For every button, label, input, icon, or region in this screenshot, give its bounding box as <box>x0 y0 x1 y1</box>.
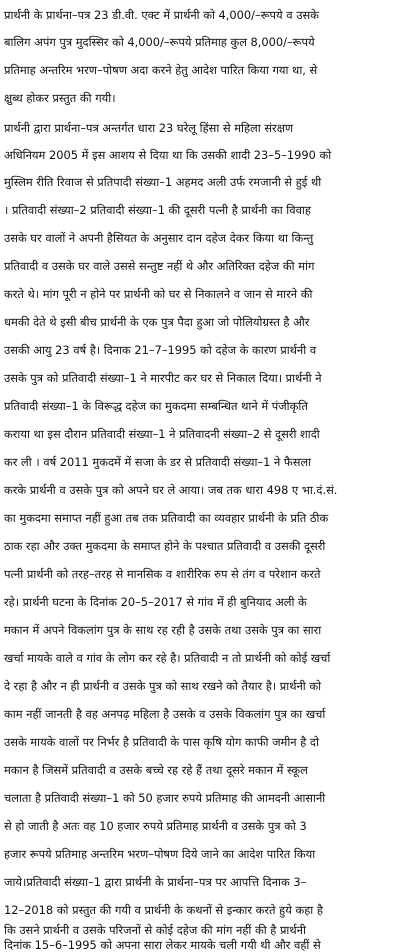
text-line-13: उसकी आयु 23 वर्ष है। दिनाक 21–7–1995 को दहेज के कारण प्रार्थनी व <box>4 343 317 357</box>
text-line-34: कि उसने प्रार्थनी व उसके परिजनों से कोई दहेज की मांग नहीं की है प्रार्थनी <box>4 923 306 937</box>
text-line-32: जाये।प्रतिवादी संख्या–1 द्वारा प्रार्थनी के प्रार्थना–पत्र पर आपत्ति दिनाक 3– <box>4 875 307 889</box>
text-line-21: पत्नी प्रार्थनी को तरह–तरह से मानसिक व शारीरिक रुप से तंग व परेशान करते <box>4 567 321 581</box>
text-line-12: धमकी देते थे इसी बीच प्रार्थनी के एक पुत्र पैदा हुआ जो पोलियोग्रस्त है और <box>4 315 310 329</box>
text-line-5: प्रार्थनी द्वारा प्रार्थना–पत्र अन्तर्गत धारा 23 घरेलू हिंसा से महिला संरक्षण <box>4 121 294 135</box>
text-line-18: करके प्रार्थनी व उसके पुत्र को अपने घर ले आया। जब तक धारा 498 ए भा.दं.सं. <box>4 483 338 497</box>
text-line-1: प्रार्थनी के प्रार्थना–पत्र 23 डी.वी. एक्ट में प्रार्थनी को 4,000/–रूपये व उसके <box>4 8 319 22</box>
text-line-15: प्रतिवादी संख्या–1 के विरूद्ध दहेज का मुकदमा सम्बन्धित थाने में पंजीकृति <box>4 399 308 413</box>
text-line-23: मकान में अपने विकलांग पुत्र के साथ रह रही है उसके तथा उसके पुत्र का सारा <box>4 623 322 637</box>
text-line-2: बालिग अपंग पुत्र मुदस्सिर को 4,000/–रूपये प्रतिमाह कुल 8,000/–रूपये <box>4 35 315 49</box>
text-line-20: ठाक रहा और उक्त मुकदमा के समाप्त होने के पश्चात प्रतिवादी व उसकी दूसरी <box>4 539 326 553</box>
text-line-4: क्षुब्ध होकर प्रस्तुत की गयी। <box>4 91 116 105</box>
text-line-10: प्रतिवादी व उसके घर वाले उससे सन्तुष्ट नहीं थे और अतिरिक्त दहेज की मांग <box>4 259 315 273</box>
text-line-16: कराया था इस दौरान प्रतिवादी संख्या–1 ने प्रतिवादनी संख्या–2 से दूसरी शादी <box>4 427 320 441</box>
text-line-11: करते थे। मांग पूरी न होने पर प्रार्थनी को घर से निकालने व जान से मारने की <box>4 287 313 301</box>
document-page <box>4 0 400 952</box>
text-line-24: खर्चा मायके वाले व गांव के लोग कर रहे है। प्रतिवादी न तो प्रार्थनी को कोई खर्चा <box>4 651 331 665</box>
text-line-7: मुस्लिम रीति रिवाज से प्रतिपादी संख्या–1 अहमद अली उर्फ रमजानी से हुई थी <box>4 175 322 189</box>
text-line-33: 12–2018 को प्रस्तुत की गयी व प्रार्थनी के कथनों से इन्कार करते हुये कहा है <box>4 903 323 917</box>
text-line-3: प्रतिमाह अन्तरिम भरण–पोषण अदा करने हेतु आदेश पारित किया गया था, से <box>4 63 318 77</box>
text-line-25: दे रहा है और न ही प्रार्थनी व उसके पुत्र को साथ रखने को तैयार है। प्रार्थनी को <box>4 679 322 693</box>
text-line-26: काम नहीं जानती है वह अनपढ़ महिला है उसके व उसके विकलांग पुत्र का खर्चा <box>4 707 326 721</box>
text-line-9: उसके घर वालों ने अपनी हैसियत के अनुसार दान दहेज देकर किया था किन्तु <box>4 231 314 245</box>
text-line-35: दिनांक 15–6–1995 को अपना सारा लेकर मायके चली गयी थी और वहीं से <box>4 938 321 952</box>
text-line-29: चलाता है प्रतिवादी संख्या–1 को 50 हजार रुपये प्रतिमाह की आमदनी आसानी <box>4 791 326 805</box>
text-line-31: हजार रूपये प्रतिमाह अन्तरिम भरण–पोषण दिये जाने का आदेश पारित किया <box>4 847 316 861</box>
text-line-30: से हो जाती है अतः वह 10 हजार रुपये प्रतिमाह प्रार्थनी व उसके पुत्र को 3 <box>4 819 307 833</box>
text-line-22: रहे। प्रार्थनी घटना के दिनांक 20–5–2017 से गांव में ही बुनियाद अली के <box>4 595 307 609</box>
text-line-14: उसके पुत्र को प्रतिवादी संख्या–1 ने मारपीट कर घर से निकाल दिया। प्रार्थनी ने <box>4 371 322 385</box>
text-line-6: अधिनियम 2005 में इस आशय से दिया था कि उसकी शादी 23–5–1990 को <box>4 148 332 162</box>
text-line-17: कर ली । वर्ष 2011 मुकदमें में सजा के डर से प्रतिवादी संख्या–1 ने फैसला <box>4 455 312 469</box>
text-line-19: का मुकदमा समाप्त नहीं हुआ तब तक प्रतिवादी का व्यवहार प्रार्थनी के प्रति ठीक <box>4 511 329 525</box>
text-line-28: मकान है जिसमें प्रतिवादी व उसके बच्चे रह रहे हैं तथा दूसरे मकान में स्कूल <box>4 763 308 777</box>
text-line-27: उसके मायके वालों पर निर्भर है प्रतिवादी के पास कृषि योग काफी जमीन है दो <box>4 735 319 749</box>
text-line-8: । प्रतिवादी संख्या–2 प्रतिवादी संख्या–1 की दूसरी पत्नी है प्रार्थनी का विवाह <box>4 203 311 217</box>
